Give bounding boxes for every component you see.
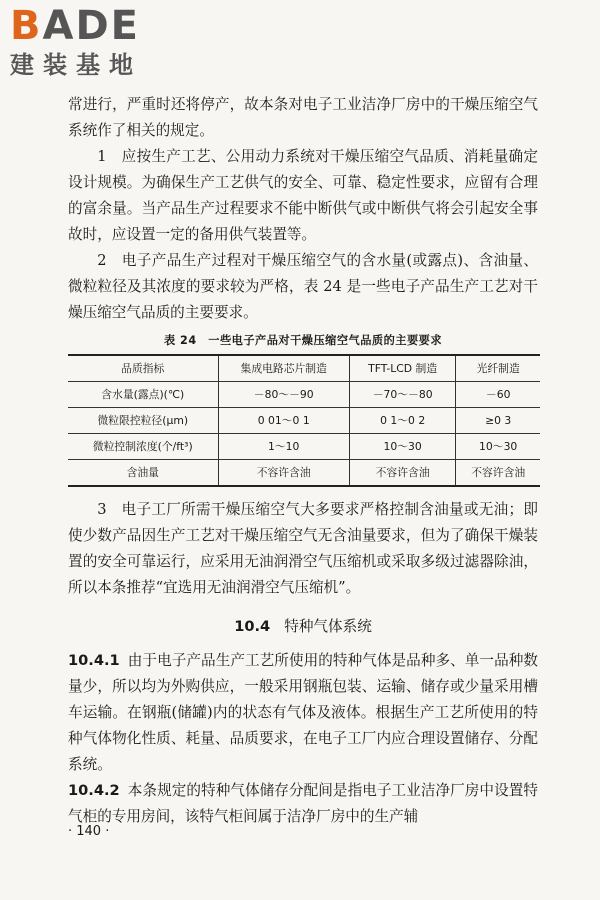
table-cell: 1～10 xyxy=(218,434,349,460)
clause-text: 本条规定的特种气体储存分配间是指电子工业洁净厂房中设置特气柜的专用房间，该特气柜间属于洁净厂房中的生产辅 xyxy=(68,782,538,825)
section-heading xyxy=(68,615,538,636)
clause-number: 10.4.1 xyxy=(68,652,120,669)
table-row xyxy=(68,382,540,408)
table-cell: 0 01～0 1 xyxy=(218,408,349,434)
table-caption: 表 24 一些电子产品对干燥压缩空气品质的主要要求 xyxy=(163,334,443,347)
paragraph-item-1: 1 应按生产工艺、公用动力系统对干燥压缩空气品质、消耗量确定设计规模。为确保生产工艺供气的安全、可靠、稳定性要求，应留有合理的富余量。当产品生产过程要求不能中断供气或中断供气将会引起安全事故时，应设置一定的备用供气装置等。 xyxy=(68,148,538,243)
table-header-row xyxy=(68,355,540,382)
table-header-cell: 光纤制造 xyxy=(456,355,540,382)
table-row xyxy=(68,434,540,460)
table-header-cell: 品质指标 xyxy=(68,355,218,382)
table-cell: －70～－80 xyxy=(349,382,455,408)
clause-10-4-2 xyxy=(68,778,538,830)
clause-10-4-1 xyxy=(68,648,538,778)
table-cell: －60 xyxy=(456,382,540,408)
page-body xyxy=(68,92,538,830)
table-cell: 微粒控制浓度(个/ft³) xyxy=(68,434,218,460)
table-row xyxy=(68,460,540,487)
logo-wordmark: BADE xyxy=(10,3,140,49)
clause-number: 10.4.2 xyxy=(68,782,120,799)
table-cell: 不容许含油 xyxy=(349,460,455,487)
table-header-cell: TFT-LCD 制造 xyxy=(349,355,455,382)
table-cell: 0 1～0 2 xyxy=(349,408,455,434)
clause-text: 由于电子产品生产工艺所使用的特种气体是品种多、单一品种数量少，所以均为外购供应，一般采用钢瓶包装、运输、储存或少量采用槽车运输。在钢瓶(储罐)内的状态有气体及液体。根据生产工艺所使用的特种气体物化性质、耗量、品质要求，在电子工厂内应合理设置储存、分配系统。 xyxy=(68,652,538,773)
table-cell: 含油量 xyxy=(68,460,218,487)
paragraph-item-3: 3 电子工厂所需干燥压缩空气大多要求严格控制含油量或无油；即使少数产品因生产工艺对干燥压缩空气无含油量要求，但为了确保干燥装置的安全可靠运行，应采用无油润滑空气压缩机或采取多级过滤器除油，所以本条推荐“宜选用无油润滑空气压缩机”。 xyxy=(68,501,538,596)
table-cell: －80～－90 xyxy=(218,382,349,408)
table-cell: 不容许含油 xyxy=(456,460,540,487)
quality-requirements-table xyxy=(68,354,540,487)
paragraph-item-2: 2 电子产品生产过程对干燥压缩空气的含水量(或露点)、含油量、微粒粒径及其浓度的要求较为严格，表 24 是一些电子产品生产工艺对干燥压缩空气品质的主要要求。 xyxy=(68,252,538,321)
table-cell: ≥0 3 xyxy=(456,408,540,434)
table-row xyxy=(68,408,540,434)
table-cell: 含水量(露点)(℃) xyxy=(68,382,218,408)
table-header-cell: 集成电路芯片制造 xyxy=(218,355,349,382)
table-cell: 10～30 xyxy=(349,434,455,460)
table-cell: 不容许含油 xyxy=(218,460,349,487)
logo-subtitle: 建装基地 xyxy=(10,51,142,79)
table-cell: 微粒限控粒径(μm) xyxy=(68,408,218,434)
paragraph-continued: 常进行，严重时还将停产，故本条对电子工业洁净厂房中的干燥压缩空气系统作了相关的规定。 xyxy=(68,96,538,139)
bade-logo xyxy=(10,4,180,80)
table-cell: 10～30 xyxy=(456,434,540,460)
section-number: 10.4 xyxy=(234,618,271,635)
page-number: · 140 · xyxy=(68,824,110,839)
section-title: 特种气体系统 xyxy=(284,618,372,635)
